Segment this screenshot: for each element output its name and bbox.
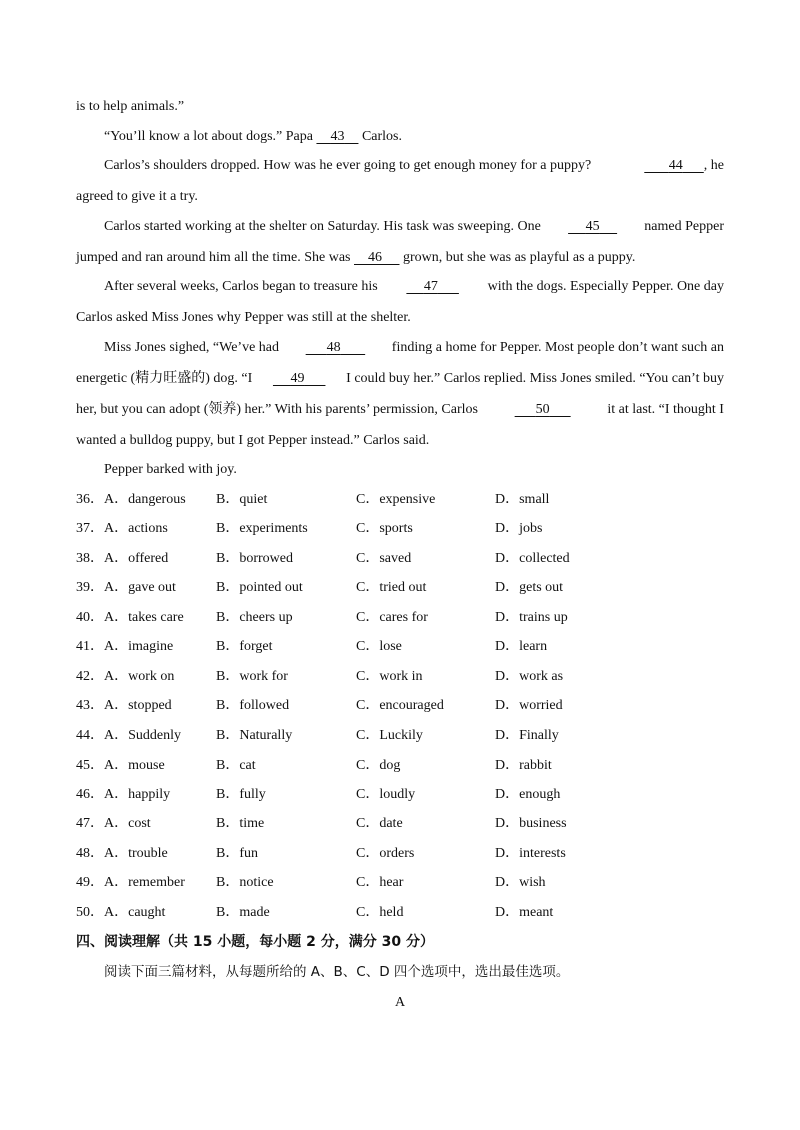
option-b: B．pointed out <box>216 580 303 595</box>
option-a: A．Suddenly <box>104 728 181 743</box>
question-41: 41． A．imagine B．forget C．lose D．learn <box>76 637 724 657</box>
passage-line: wanted a bulldog puppy, but I got Pepper instead.” Carlos said. <box>76 433 430 448</box>
question-40: 40． A．takes care B．cheers up C．cares for D．trains up <box>76 608 724 628</box>
option-a: A．dangerous <box>104 492 186 507</box>
option-a: A．trouble <box>104 846 168 861</box>
passage-line: Miss Jones sighed, “We’ve had 48 finding a home for Pepper. Most people don’t want such an <box>104 338 724 358</box>
passage-line: Pepper barked with joy. <box>104 462 237 477</box>
option-a: A．gave out <box>104 580 176 595</box>
option-b: B．Naturally <box>216 728 293 743</box>
option-c: C．lose <box>356 639 402 654</box>
option-d: D．trains up <box>495 610 568 625</box>
question-36: 36． A．dangerous B．quiet C．expensive D．small <box>76 490 724 510</box>
option-d: D．Finally <box>495 728 559 743</box>
option-c: C．saved <box>356 551 412 566</box>
passage-line: agreed to give it a try. <box>76 189 198 204</box>
option-a: A．takes care <box>104 610 184 625</box>
option-c: C．loudly <box>356 787 416 802</box>
option-b: B．fully <box>216 787 266 802</box>
option-c: C．orders <box>356 846 415 861</box>
option-c: C．cares for <box>356 610 428 625</box>
option-d: D．business <box>495 816 567 831</box>
option-b: B．time <box>216 816 265 831</box>
option-a: A．remember <box>104 875 185 890</box>
option-c: C．dog <box>356 758 401 773</box>
option-b: B．fun <box>216 846 258 861</box>
option-b: B．borrowed <box>216 551 293 566</box>
option-a: A．cost <box>104 816 151 831</box>
option-a: A．caught <box>104 905 166 920</box>
option-c: C．tried out <box>356 580 427 595</box>
option-a: A．happily <box>104 787 171 802</box>
option-b: B．forget <box>216 639 273 654</box>
question-44: 44． A．Suddenly B．Naturally C．Luckily D．Finally <box>76 726 724 746</box>
option-a: A．offered <box>104 551 169 566</box>
option-c: C．encouraged <box>356 698 444 713</box>
option-d: D．small <box>495 492 550 507</box>
passage-line: energetic (精力旺盛的) dog. “I 49 I could buy her.” Carlos replied. Miss Jones smiled. “You can’t buy <box>76 369 724 389</box>
passage-line: Carlos started working at the shelter on Saturday. His task was sweeping. One 45 named Pepper <box>104 217 724 237</box>
option-b: B．followed <box>216 698 290 713</box>
option-b: B．work for <box>216 669 288 684</box>
question-48: 48． A．trouble B．fun C．orders D．interests <box>76 844 724 864</box>
option-a: A．work on <box>104 669 175 684</box>
option-c: C．work in <box>356 669 423 684</box>
option-a: A．actions <box>104 521 168 536</box>
question-45: 45． A．mouse B．cat C．dog D．rabbit <box>76 756 724 776</box>
passage-line: Carlos asked Miss Jones why Pepper was still at the shelter. <box>76 310 411 325</box>
option-b: B．quiet <box>216 492 268 507</box>
option-c: C．expensive <box>356 492 436 507</box>
question-37: 37． A．actions B．experiments C．sports D．jobs <box>76 519 724 539</box>
blank-43: 43 <box>330 129 345 144</box>
option-d: D．work as <box>495 669 564 684</box>
option-a: A．imagine <box>104 639 174 654</box>
option-d: D．enough <box>495 787 561 802</box>
passage-line: After several weeks, Carlos began to treasure his 47 with the dogs. Especially Pepper. One day <box>104 277 724 297</box>
option-d: D．gets out <box>495 580 564 595</box>
option-c: C．date <box>356 816 403 831</box>
option-d: D．meant <box>495 905 554 920</box>
option-b: B．made <box>216 905 270 920</box>
option-d: D．worried <box>495 698 563 713</box>
part-label: A <box>394 995 406 1010</box>
option-d: D．interests <box>495 846 566 861</box>
option-a: A．mouse <box>104 758 165 773</box>
option-a: A．stopped <box>104 698 172 713</box>
blank-49: 49 <box>290 371 305 386</box>
blank-48: 48 <box>326 340 341 355</box>
option-c: C．hear <box>356 875 404 890</box>
blank-47: 47 <box>423 279 438 294</box>
blank-46: 46 <box>368 250 382 265</box>
passage-line: her, but you can adopt (领养) her.” With his parents’ permission, Carlos 50 it at last. “I thought I <box>76 400 724 420</box>
option-c: C．sports <box>356 521 413 536</box>
passage-line: Carlos’s shoulders dropped. How was he ever going to get enough money for a puppy? 44 , he <box>104 156 724 176</box>
section-instruction: 阅读下面三篇材料，从每题所给的 A、B、C、D 四个选项中，选出最佳选项。 <box>104 964 570 980</box>
option-c: C．held <box>356 905 404 920</box>
blank-45: 45 <box>585 219 600 234</box>
option-c: C．Luckily <box>356 728 423 743</box>
question-49: 49． A．remember B．notice C．hear D．wish <box>76 873 724 893</box>
question-38: 38． A．offered B．borrowed C．saved D．collected <box>76 549 724 569</box>
option-b: B．cheers up <box>216 610 293 625</box>
blank-50: 50 <box>535 402 550 417</box>
option-d: D．learn <box>495 639 548 654</box>
option-d: D．collected <box>495 551 570 566</box>
option-b: B．experiments <box>216 521 308 536</box>
question-39: 39． A．gave out B．pointed out C．tried out D．gets out <box>76 578 724 598</box>
section-heading: 四、阅读理解（共 15 小题，每小题 2 分，满分 30 分） <box>76 934 434 950</box>
passage-line: jumped and ran around him all the time. She was 46 grown, but she was as playful as a puppy. <box>76 248 724 268</box>
question-43: 43． A．stopped B．followed C．encouraged D．worried <box>76 696 724 716</box>
option-d: D．jobs <box>495 521 543 536</box>
question-47: 47． A．cost B．time C．date D．business <box>76 814 724 834</box>
question-42: 42． A．work on B．work for C．work in D．work as <box>76 667 724 687</box>
passage-line: “You’ll know a lot about dogs.” Papa 43 Carlos. <box>104 127 724 147</box>
passage-line: is to help animals.” <box>76 99 185 114</box>
option-d: D．wish <box>495 875 546 890</box>
option-b: B．cat <box>216 758 256 773</box>
blank-44: 44 <box>668 158 683 173</box>
option-d: D．rabbit <box>495 758 552 773</box>
option-b: B．notice <box>216 875 274 890</box>
question-46: 46． A．happily B．fully C．loudly D．enough <box>76 785 724 805</box>
question-50: 50． A．caught B．made C．held D．meant <box>76 903 724 923</box>
